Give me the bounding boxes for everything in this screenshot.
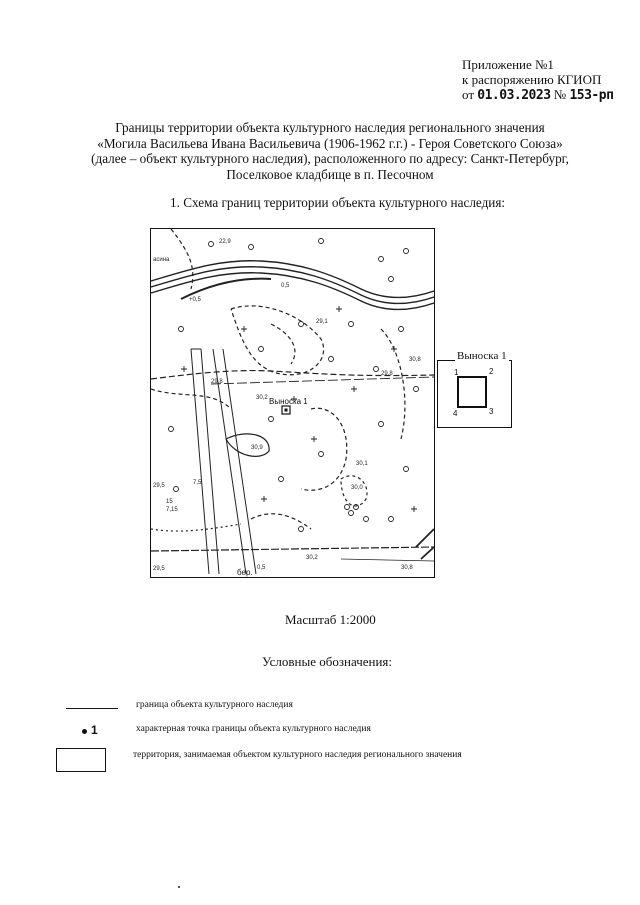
map-label: 29,5 — [153, 483, 165, 489]
legend-item-territory: территория, занимаемая объектом культурного наследия регионального значения — [133, 750, 462, 760]
map-label: 15 — [166, 499, 173, 505]
map-label: 30,0 — [351, 485, 363, 491]
map-label: +0,5 — [189, 297, 201, 303]
title-line-2: «Могила Васильева Ивана Васильевича (1906-1962 г.г.) - Героя Советского Союза» — [97, 135, 563, 151]
page-speck — [178, 886, 180, 888]
map-drawing — [151, 229, 434, 577]
object-boundary — [458, 377, 486, 407]
map-scale: Масштаб 1:2000 — [285, 612, 376, 627]
map-label: 29,1 — [316, 319, 328, 325]
point-label-2: 2 — [489, 367, 494, 376]
legend-item-point: характерная точка границы объекта культурного наследия — [136, 724, 371, 734]
legend-boundary-line-symbol — [66, 708, 118, 709]
appendix-date-line — [462, 87, 613, 103]
map-label: 22,9 — [219, 239, 231, 245]
map-label: 30,2 — [256, 395, 268, 401]
map-label: 29,5 — [153, 566, 165, 572]
legend-point-number: 1 — [91, 723, 98, 737]
map-label: бер. — [237, 568, 253, 577]
map-label: асина — [153, 257, 170, 263]
map-label: 0,5 — [257, 565, 266, 571]
boundary-map — [150, 228, 435, 578]
date-prefix: от — [462, 87, 475, 102]
appendix-header — [462, 57, 613, 103]
map-label: 7,5 — [193, 480, 202, 486]
map-label: 7,15 — [166, 507, 178, 513]
map-label: 30,9 — [251, 445, 263, 451]
map-label: 30,2 — [306, 555, 318, 561]
map-label: 29,8 — [381, 371, 393, 377]
number-value: 153-рп — [569, 88, 614, 103]
map-label: 30,1 — [356, 461, 368, 467]
legend-title: Условные обозначения: — [262, 654, 393, 669]
point-label-4: 4 — [453, 409, 458, 418]
legend-point-symbol — [82, 729, 87, 734]
title-line-4: Поселковое кладбище в п. Песочном — [226, 166, 434, 182]
callout-drawing — [438, 361, 511, 427]
callout-title: Выноска 1 — [457, 350, 507, 362]
date-value: 01.03.2023 — [477, 88, 551, 103]
point-label-3: 3 — [489, 407, 494, 416]
legend-territory-symbol — [56, 748, 106, 772]
point-label-1: 1 — [454, 368, 459, 377]
map-callout-label: Выноска 1 — [269, 397, 308, 406]
document-title — [60, 120, 600, 182]
map-label: 0,5 — [281, 283, 290, 289]
number-prefix: № — [553, 87, 567, 102]
section-heading: 1. Схема границ территории объекта культурного наследия: — [170, 195, 506, 210]
map-label: 30,8 — [409, 357, 421, 363]
map-label: 30,8 — [401, 565, 413, 571]
title-line-3: (далее – объект культурного наследия), расположенного по адресу: Санкт-Петербург, — [91, 151, 569, 166]
appendix-line-2: к распоряжению КГИОП — [462, 72, 602, 87]
legend-item-boundary: граница объекта культурного наследия — [136, 700, 293, 710]
callout-box — [437, 360, 512, 428]
map-label: 29,8 — [211, 379, 223, 385]
appendix-line-1: Приложение №1 — [462, 57, 554, 72]
title-line-1: Границы территории объекта культурного наследия регионального значения — [115, 120, 545, 135]
